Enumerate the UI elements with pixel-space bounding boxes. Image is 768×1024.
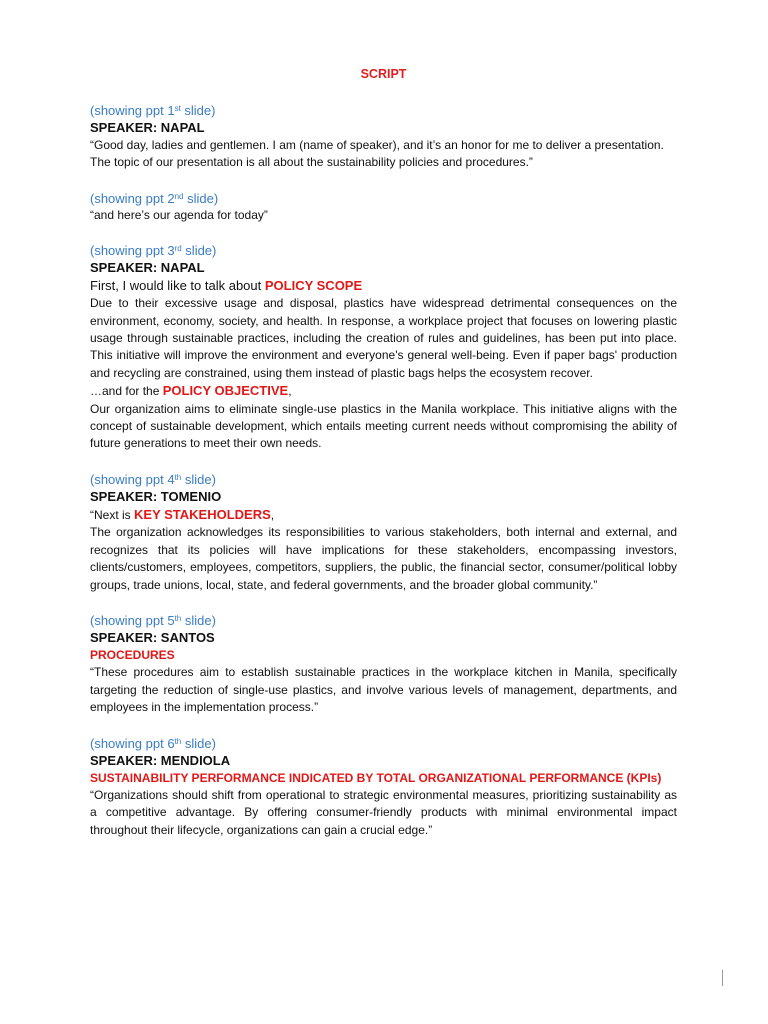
page-title: SCRIPT [360,67,407,81]
slide-cue-text: (showing ppt 5 [90,612,175,628]
slide-cue-end: slide) [181,471,216,487]
section-slide-4 [90,471,677,594]
section-heading: SUSTAINABILITY PERFORMANCE INDICATED BY TOTAL ORGANIZATIONAL PERFORMANCE (KPIs) [90,770,662,785]
speaker-label: SPEAKER: TOMENIO [90,488,222,504]
slide-cue-end: slide) [181,243,217,259]
slide-ordinal: th [174,472,182,482]
slide-ordinal: th [174,736,182,746]
paragraph: The topic of our presentation is all about the sustainability policies and procedures.” [90,155,533,170]
paragraph: “Organizations should shift from operational to strategic environmental measures, prioritizing sustainability as a competitive advantage. By offering consumer-friendly products with minimal environmental impact throughout their lifecycle, organizations can gain a crucial edge.” [90,787,677,837]
script-document [90,62,677,839]
slide-cue-text: (showing ppt 1 [90,103,175,118]
topic-highlight: POLICY OBJECTIVE [162,383,289,399]
speaker-label: SPEAKER: MENDIOLA [90,752,231,768]
section-heading: PROCEDURES [90,647,175,662]
paragraph: Our organization aims to eliminate single-use plastics in the Manila workplace. This initiative aligns with the concept of sustainable development, which entails meeting current needs without compromising the ability of future generations to meet their own needs. [90,401,677,451]
slide-cue [90,471,677,488]
section-slide-2 [90,190,677,224]
intro-text: …and for the [90,384,163,399]
text-cursor-mark [722,970,723,986]
slide-cue [90,612,677,629]
slide-cue-text: (showing ppt 4 [90,471,175,487]
slide-ordinal: th [174,613,182,623]
slide-cue [90,735,677,752]
slide-ordinal: rd [174,244,182,254]
slide-cue [90,242,677,259]
section-slide-6 [90,735,677,840]
topic-highlight: POLICY SCOPE [264,278,363,294]
topic-intro [90,506,677,524]
slide-cue [90,102,677,119]
intro-text: First, I would like to talk about [90,278,265,294]
intro-text-end: , [270,507,275,522]
slide-cue-text: (showing ppt 3 [90,243,175,259]
slide-cue-text: (showing ppt 2 [90,190,175,206]
speaker-label: SPEAKER: NAPAL [90,260,205,276]
intro-text: “Next is [90,507,135,522]
topic-intro [90,277,677,295]
speaker-label: SPEAKER: NAPAL [90,120,205,135]
slide-cue-end: slide) [181,612,216,628]
section-slide-3 [90,242,677,453]
slide-cue-end: slide) [181,735,216,751]
slide-cue-end: slide) [183,190,219,206]
slide-cue-end: slide) [180,103,216,118]
slide-cue [90,190,677,207]
paragraph: “and here’s our agenda for today” [90,207,268,222]
section-slide-1 [90,102,677,172]
intro-text-end: , [288,384,292,399]
slide-ordinal: st [174,104,181,113]
topic-intro [90,382,677,400]
paragraph: “Good day, ladies and gentlemen. I am (name of speaker), and it’s an honor for me to deliver a presentation. [90,138,664,152]
topic-highlight: KEY STAKEHOLDERS [134,506,271,522]
slide-ordinal: nd [174,191,184,201]
speaker-label: SPEAKER: SANTOS [90,629,215,645]
paragraph: Due to their excessive usage and disposal, plastics have widespread detrimental consequences on the environment, economy, society, and health. In response, a workplace project that focuses on lowering plastic usage through sustainable practices, including the creation of rules and guidelines, has been put into place. This initiative will improve the environment and everyone's general well-being. Even if paper bags' production and recycling are constrained, using them instead of plastic bags helps the ecosystem recover. [90,296,677,380]
paragraph: “These procedures aim to establish sustainable practices in the workplace kitchen in Manila, specifically targeting the reduction of single-use plastics, and involve various levels of management, departments, and employees in the implementation process.” [90,665,677,715]
slide-cue-text: (showing ppt 6 [90,735,175,751]
paragraph: The organization acknowledges its responsibilities to various stakeholders, both internal and external, and recognizes that its policies will have implications for these stakeholders, encompassing investors, clients/customers, employees, competitors, suppliers, the public, the financial sector, consumer/political lobby groups, trade unions, local, state, and federal governments, and the broader global community.” [90,525,677,592]
section-slide-5 [90,612,677,717]
